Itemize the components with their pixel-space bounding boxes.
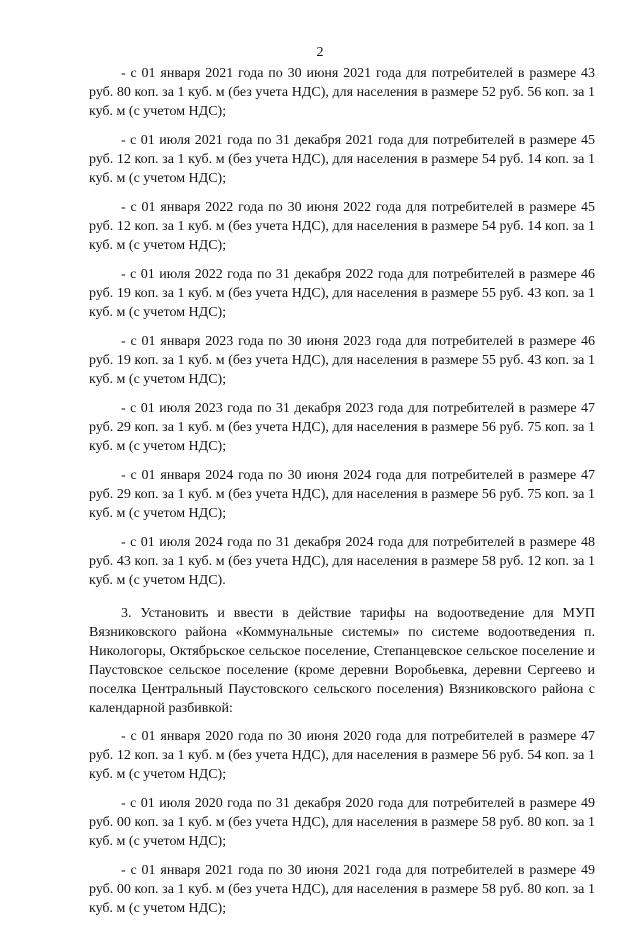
- tariff-period-item: - с 01 января 2022 года по 30 июня 2022 года для потребителей в размере 45 руб. 12 коп. за 1 куб. м (без учета НДС), для населения в размере 54 руб. 14 коп. за 1 куб. м (с учетом НДС);: [89, 200, 595, 253]
- tariff-period-item: - с 01 января 2023 года по 30 июня 2023 года для потребителей в размере 46 руб. 19 коп. за 1 куб. м (без учета НДС), для населения в размере 55 руб. 43 коп. за 1 куб. м (с учетом НДС);: [89, 334, 595, 387]
- sewerage-tariff-item: - с 01 января 2021 года по 30 июня 2021 года для потребителей в размере 49 руб. 00 коп. за 1 куб. м (без учета НДС), для населения в размере 58 руб. 80 коп. за 1 куб. м (с учетом НДС);: [89, 863, 595, 916]
- tariff-period-item: - с 01 июля 2024 года по 31 декабря 2024 года для потребителей в размере 48 руб. 43 коп. за 1 куб. м (без учета НДС), для населения в размере 58 руб. 12 коп. за 1 куб. м (с учетом НДС).: [89, 535, 595, 588]
- document-body: [89, 64, 595, 928]
- page-number: 2: [316, 45, 324, 60]
- sewerage-tariff-item: - с 01 июля 2020 года по 31 декабря 2020 года для потребителей в размере 49 руб. 00 коп. за 1 куб. м (без учета НДС), для населения в размере 58 руб. 80 коп. за 1 куб. м (с учетом НДС);: [89, 796, 595, 849]
- tariff-period-item: - с 01 января 2024 года по 30 июня 2024 года для потребителей в размере 47 руб. 29 коп. за 1 куб. м (без учета НДС), для населения в размере 56 руб. 75 коп. за 1 куб. м (с учетом НДС);: [89, 468, 595, 521]
- section-3-paragraph: 3. Установить и ввести в действие тарифы на водоотведение для МУП Вязниковского района «Коммунальные системы» по системе водоотведения п. Никологоры, Октябрьское сельское поселение, Степанцевское сельское поселение и Паустовское сельское поселение (кроме деревни Воробьевка, деревни Сергеево и поселка Центральный Паустовского сельского поселения) Вязниковского района с календарной разбивкой:: [89, 606, 595, 716]
- sewerage-tariff-item: - с 01 января 2020 года по 30 июня 2020 года для потребителей в размере 47 руб. 12 коп. за 1 куб. м (без учета НДС), для населения в размере 56 руб. 54 коп. за 1 куб. м (с учетом НДС);: [89, 729, 595, 782]
- tariff-period-item: - с 01 января 2021 года по 30 июня 2021 года для потребителей в размере 43 руб. 80 коп. за 1 куб. м (без учета НДС), для населения в размере 52 руб. 56 коп. за 1 куб. м (с учетом НДС);: [89, 66, 595, 119]
- tariff-period-item: - с 01 июля 2023 года по 31 декабря 2023 года для потребителей в размере 47 руб. 29 коп. за 1 куб. м (без учета НДС), для населения в размере 56 руб. 75 коп. за 1 куб. м (с учетом НДС);: [89, 401, 595, 454]
- tariff-period-item: - с 01 июля 2022 года по 31 декабря 2022 года для потребителей в размере 46 руб. 19 коп. за 1 куб. м (без учета НДС), для населения в размере 55 руб. 43 коп. за 1 куб. м (с учетом НДС);: [89, 267, 595, 320]
- tariff-period-item: - с 01 июля 2021 года по 31 декабря 2021 года для потребителей в размере 45 руб. 12 коп. за 1 куб. м (без учета НДС), для населения в размере 54 руб. 14 коп. за 1 куб. м (с учетом НДС);: [89, 133, 595, 186]
